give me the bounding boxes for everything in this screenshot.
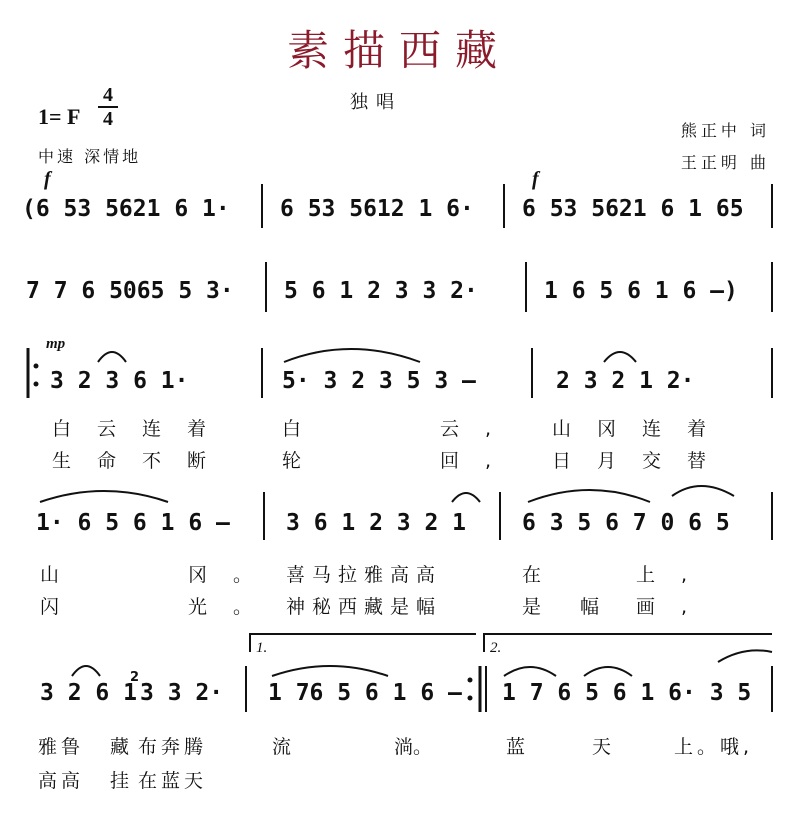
measure-r2-m2: 5 6 1 2 3 3 2· — [284, 278, 478, 304]
measure-r4-m3: 6 3 5 6 7 0 6 5 — [522, 510, 730, 536]
lyric-r5-v1f: 蓝 — [506, 736, 526, 758]
measure-r1-m3: 6 53 5621 6 1 65 — [522, 196, 744, 222]
lyric-r4-v1c: 喜马拉雅高高 — [286, 564, 443, 586]
lyric-r3-v1b: 白 — [282, 418, 328, 440]
lyric-r4-v1e: 上, — [636, 564, 714, 586]
slur — [504, 667, 556, 676]
lyric-r4-v1b: 冈。 — [188, 564, 279, 586]
measure-r3-m1: 3 2 3 6 1· — [50, 368, 189, 394]
lyricist-credit: 熊正中 词 — [680, 121, 770, 140]
measure-r2-m1: 7 7 6 5065 5 3· — [26, 278, 234, 304]
lyric-r4-v2b: 光。 — [188, 596, 279, 618]
slur — [672, 486, 734, 496]
measure-r4-m1: 1· 6 5 6 1 6 – — [36, 510, 230, 536]
measure-r5-m3: 1 7 6 5 6 1 6· 3 5 — [502, 680, 752, 706]
slur — [528, 490, 650, 502]
measure-r1-m1: (6 53 5621 6 1· — [22, 196, 230, 222]
lyric-r3-v1a: 白云连着 — [52, 418, 233, 440]
first-ending-bracket — [250, 634, 476, 652]
lyric-r5-v1h: 上。哦, — [674, 736, 754, 758]
measure-r3-m2: 5· 3 2 3 5 3 – — [282, 368, 476, 394]
lyric-r5-v1c: 布奔腾 — [138, 736, 208, 758]
lyric-r5-v2a: 高高 — [38, 770, 85, 792]
slur — [452, 493, 480, 502]
lyric-r3-v1d: 山冈连着 — [552, 418, 733, 440]
grace-note: 2 — [130, 670, 140, 685]
lyric-r3-v2c: 回, — [440, 450, 518, 472]
lyric-r4-v2a: 闪 — [40, 596, 86, 618]
slur — [584, 667, 632, 676]
repeat-dot — [34, 364, 39, 369]
slur — [72, 666, 100, 676]
song-title: 素描西藏 — [286, 26, 511, 75]
measure-r5-m2: 1 76 5 6 1 6 – — [268, 680, 462, 706]
lyric-r4-v1a: 山 — [40, 564, 86, 586]
lyric-r3-v2b: 轮 — [282, 450, 328, 472]
lyric-r4-v1d: 在 — [522, 564, 568, 586]
repeat-dot — [468, 678, 473, 683]
second-ending-bracket — [484, 634, 772, 652]
lyric-r4-v2f: 画, — [636, 596, 714, 618]
composer-credit: 王正明 曲 — [680, 153, 770, 172]
slur — [40, 491, 168, 502]
measure-r3-m3: 2 3 2 1 2· — [556, 368, 695, 394]
dynamic-forte: f — [44, 168, 51, 190]
slur — [272, 666, 388, 676]
lyric-r5-v1d: 流 — [272, 736, 292, 758]
lyric-r4-v2c: 神秘西藏是幅 — [286, 596, 443, 618]
time-signature-top: 4 — [103, 84, 113, 106]
dynamic-mezzo-piano: mp — [46, 336, 66, 352]
repeat-dot — [34, 382, 39, 387]
measure-r4-m2: 3 6 1 2 3 2 1 — [286, 510, 467, 536]
second-ending-label: 2. — [490, 640, 502, 656]
slur — [604, 352, 636, 362]
dynamic-forte: f — [532, 168, 539, 190]
time-signature-bottom: 4 — [103, 108, 113, 130]
lyric-r3-v2d: 日月交替 — [552, 450, 733, 472]
first-ending-label: 1. — [256, 640, 268, 656]
lyric-r5-v1a: 雅鲁 — [38, 736, 85, 758]
measure-r1-m2: 6 53 5612 1 6· — [280, 196, 474, 222]
lyric-r4-v2e: 幅 — [580, 596, 626, 618]
slur — [98, 352, 126, 362]
lyric-r5-v2c: 在蓝天 — [138, 770, 208, 792]
lyric-r3-v1c: 云, — [440, 418, 518, 440]
slur — [718, 650, 772, 662]
lyric-r4-v2d: 是 — [522, 596, 568, 618]
performance-type: 独唱 — [350, 92, 402, 113]
key-signature: 1= F — [38, 104, 81, 129]
lyric-r5-v2b: 挂 — [110, 770, 130, 792]
lyric-r5-v1g: 天 — [592, 736, 612, 758]
slur — [284, 349, 420, 362]
measure-r5-m1a: 3 2 6 1 — [40, 680, 137, 706]
measure-r2-m3: 1 6 5 6 1 6 –) — [544, 278, 738, 304]
lyric-r3-v2a: 生命不断 — [52, 450, 233, 472]
lyric-r5-v1e: 淌。 — [394, 736, 433, 758]
measure-r5-m1b: 3 3 2· — [140, 680, 224, 706]
lyric-r5-v1b: 藏 — [110, 736, 130, 758]
repeat-dot — [468, 696, 473, 701]
tempo-marking: 中速 深情地 — [38, 147, 142, 166]
